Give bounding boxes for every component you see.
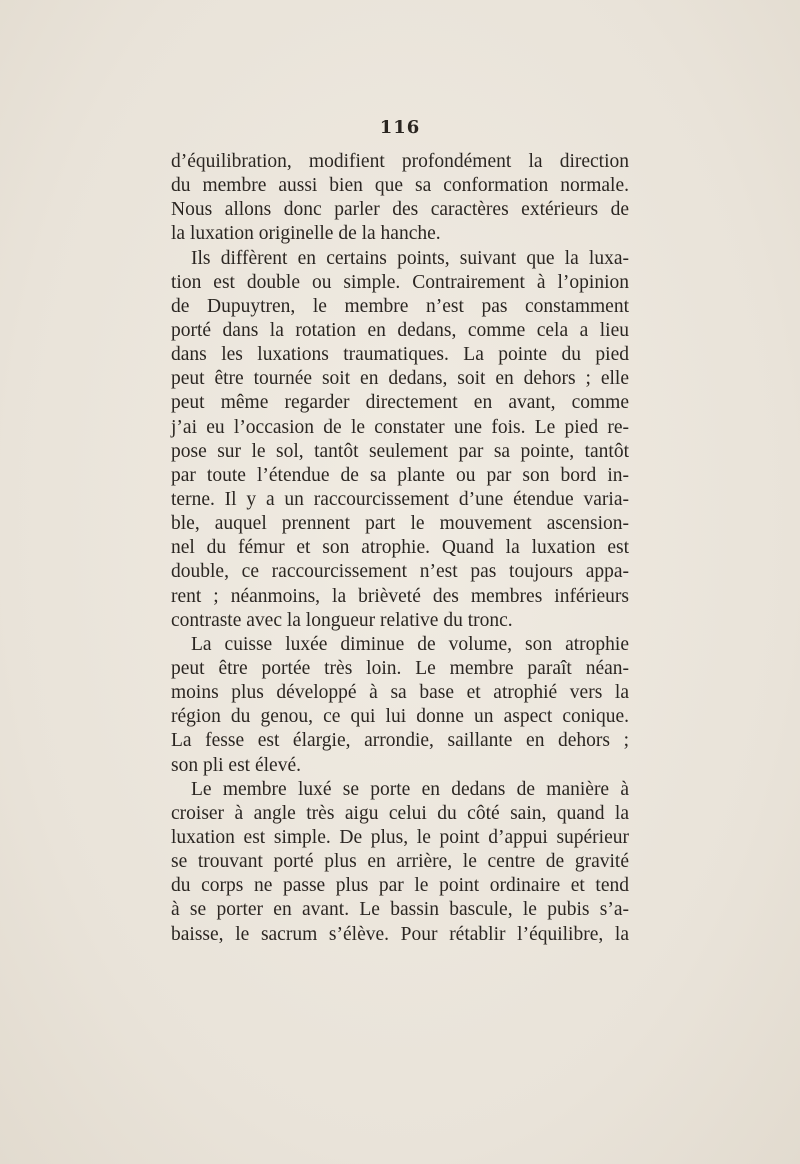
- text-line: La fesse est élargie, arrondie, saillante en dehors ;: [171, 730, 629, 752]
- text-line: double, ce raccourcissement n’est pas toujours appa-: [171, 561, 629, 583]
- text-line: j’ai eu l’occasion de le constater une fois. Le pied re-: [171, 416, 629, 438]
- text-line: contraste avec la longueur relative du tronc.: [171, 609, 513, 631]
- text-line: à se porter en avant. Le bassin bascule, le pubis s’a-: [171, 899, 629, 921]
- text-line: la luxation originelle de la hanche.: [171, 223, 441, 245]
- text-line: Le membre luxé se porte en dedans de manière à: [191, 778, 629, 800]
- text-line: peut être portée très loin. Le membre paraît néan-: [171, 657, 629, 679]
- text-line: tion est double ou simple. Contrairement à l’opinion: [171, 271, 629, 293]
- text-line: rent ; néanmoins, la brièveté des membres inférieurs: [171, 585, 629, 607]
- text-line: région du genou, ce qui lui donne un aspect conique.: [171, 706, 629, 728]
- text-line: peut être tournée soit en dedans, soit en dehors ; elle: [171, 368, 629, 390]
- text-line: luxation est simple. De plus, le point d’appui supérieur: [171, 826, 629, 848]
- text-line: terne. Il y a un raccourcissement d’une étendue varia-: [171, 488, 629, 510]
- text-line: Nous allons donc parler des caractères extérieurs de: [171, 199, 629, 221]
- body-text: [171, 150, 629, 947]
- text-line: croiser à angle très aigu celui du côté sain, quand la: [171, 802, 629, 824]
- text-line: baisse, le sacrum s’élève. Pour rétablir l’équilibre, la: [171, 923, 629, 945]
- text-line: se trouvant porté plus en arrière, le centre de gravité: [171, 851, 629, 873]
- text-line: son pli est élevé.: [171, 754, 301, 776]
- text-line: moins plus développé à sa base et atrophié vers la: [171, 682, 629, 704]
- text-line: par toute l’étendue de sa plante ou par son bord in-: [171, 464, 629, 486]
- text-line: ble, auquel prennent part le mouvement ascension-: [171, 513, 629, 535]
- text-line: d’équilibration, modifient profondément la direction: [171, 151, 629, 172]
- text-line: de Dupuytren, le membre n’est pas constamment: [171, 295, 629, 317]
- text-line: du corps ne passe plus par le point ordinaire et tend: [171, 875, 629, 897]
- page-number: 116: [379, 117, 421, 138]
- text-line: La cuisse luxée diminue de volume, son atrophie: [191, 633, 629, 655]
- text-line: pose sur le sol, tantôt seulement par sa pointe, tantôt: [171, 440, 629, 462]
- text-line: du membre aussi bien que sa conformation normale.: [171, 175, 629, 197]
- text-line: Ils diffèrent en certains points, suivant que la luxa-: [191, 247, 629, 269]
- text-line: peut même regarder directement en avant, comme: [171, 392, 629, 414]
- text-line: dans les luxations traumatiques. La pointe du pied: [171, 344, 629, 366]
- text-line: porté dans la rotation en dedans, comme cela a lieu: [171, 319, 629, 341]
- text-line: nel du fémur et son atrophie. Quand la luxation est: [171, 537, 629, 559]
